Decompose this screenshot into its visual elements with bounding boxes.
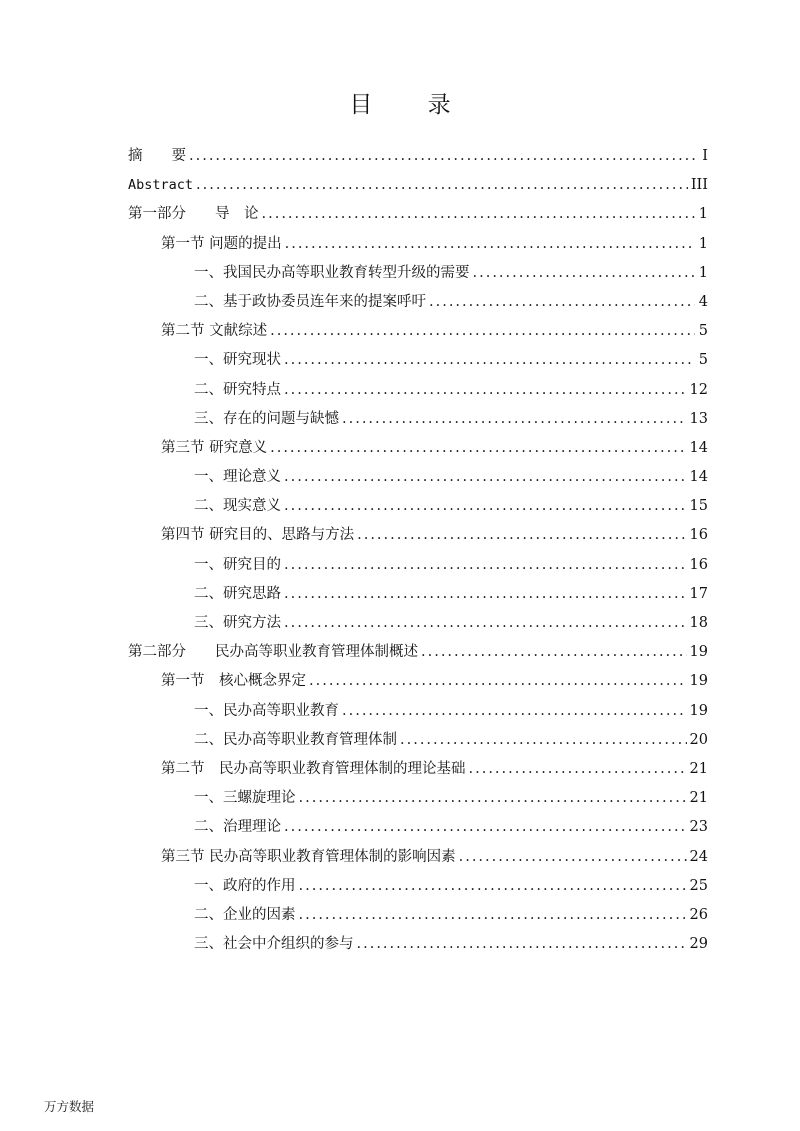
toc-entry[interactable] [128, 200, 708, 229]
toc-entry-label: 二、基于政协委员连年来的提案呼吁 [194, 293, 426, 310]
toc-entry[interactable] [128, 726, 708, 755]
toc-entry-label: 摘 要 [128, 148, 186, 164]
toc-entry-page-number: 1 [698, 264, 708, 281]
toc-entry[interactable] [128, 551, 708, 580]
toc-entry[interactable] [128, 609, 708, 638]
toc-entry[interactable] [128, 259, 708, 288]
watermark-footer: 万方数据 [44, 1099, 95, 1114]
dot-leader [284, 813, 687, 842]
toc-entry[interactable] [128, 580, 708, 609]
toc-entry-page-number: 5 [698, 352, 708, 369]
toc-entry-page-number: 20 [689, 731, 708, 748]
toc-entry-page-number: 19 [689, 673, 708, 690]
toc-entry[interactable] [128, 288, 708, 317]
dot-leader [400, 726, 687, 755]
toc-entry[interactable] [128, 346, 708, 375]
toc-entry-label: 一、理论意义 [194, 469, 281, 486]
toc-entry-label: 一、民办高等职业教育 [194, 702, 339, 719]
toc-entry-label: 第一节 问题的提出 [161, 235, 282, 252]
dot-leader [459, 843, 687, 872]
toc-entry-page-number: 16 [689, 556, 708, 573]
toc-entry[interactable] [128, 813, 708, 842]
dot-leader [473, 259, 696, 288]
dot-leader [270, 317, 695, 346]
toc-entry[interactable] [128, 171, 708, 200]
toc-entry[interactable] [128, 521, 708, 550]
toc-entry[interactable] [128, 376, 708, 405]
toc-entry-label: 一、政府的作用 [194, 877, 296, 894]
dot-leader [284, 551, 687, 580]
dot-leader [299, 784, 687, 813]
toc-entry-label: 二、治理理论 [194, 819, 281, 836]
toc-entry-label: 第二节 民办高等职业教育管理体制的理论基础 [161, 760, 466, 777]
dot-leader [299, 901, 687, 930]
toc-entry-page-number: 29 [689, 936, 708, 953]
toc-entry-page-number: III [690, 177, 708, 194]
toc-entry-page-number: 17 [689, 585, 708, 602]
toc-entry-page-number: 21 [689, 760, 708, 777]
toc-entry-label: 第二节 文献综述 [161, 323, 268, 340]
toc-entry-label: 二、现实意义 [194, 498, 281, 515]
dot-leader [357, 521, 686, 550]
toc-entry-page-number: 16 [689, 527, 708, 544]
dot-leader [270, 434, 686, 463]
dot-leader [284, 376, 687, 405]
dot-leader [342, 697, 687, 726]
table-of-contents [128, 142, 708, 959]
dot-leader [284, 346, 695, 375]
toc-entry-label: 二、民办高等职业教育管理体制 [194, 731, 397, 748]
toc-entry[interactable] [128, 142, 708, 171]
dot-leader [196, 171, 688, 200]
toc-entry-label: 一、研究现状 [194, 352, 281, 369]
toc-entry-page-number: 25 [689, 877, 708, 894]
toc-entry-page-number: 4 [698, 293, 708, 310]
dot-leader [284, 492, 687, 521]
toc-entry-label: 三、存在的问题与缺憾 [194, 410, 339, 427]
toc-entry-page-number: 21 [689, 790, 708, 807]
page-title: 目 录 [349, 92, 475, 118]
toc-entry-label: 第二部分 民办高等职业教育管理体制概述 [128, 644, 418, 661]
toc-entry-page-number: 1 [698, 235, 708, 252]
toc-entry-label: 一、三螺旋理论 [194, 790, 296, 807]
dot-leader [284, 463, 687, 492]
toc-entry-page-number: 14 [689, 439, 708, 456]
toc-entry[interactable] [128, 901, 708, 930]
toc-entry-label: 三、社会中介组织的参与 [194, 936, 354, 953]
toc-entry-page-number: 26 [689, 906, 708, 923]
dot-leader [357, 930, 687, 959]
toc-entry-label: Abstract [128, 177, 194, 194]
dot-leader [299, 872, 687, 901]
dot-leader [284, 580, 687, 609]
toc-entry-label: 第一部分 导 论 [128, 206, 259, 223]
dot-leader [309, 667, 687, 696]
toc-entry[interactable] [128, 697, 708, 726]
toc-entry-page-number: 12 [689, 381, 708, 398]
toc-entry-page-number: 24 [689, 848, 708, 865]
toc-entry-label: 第四节 研究目的、思路与方法 [161, 527, 355, 544]
toc-entry[interactable] [128, 492, 708, 521]
toc-entry-page-number: I [702, 148, 708, 164]
toc-entry-page-number: 5 [698, 323, 708, 340]
toc-entry[interactable] [128, 638, 708, 667]
toc-entry[interactable] [128, 872, 708, 901]
toc-entry-page-number: 14 [689, 469, 708, 486]
toc-entry[interactable] [128, 784, 708, 813]
toc-entry-page-number: 19 [689, 644, 708, 661]
toc-entry-page-number: 19 [689, 702, 708, 719]
toc-entry[interactable] [128, 317, 708, 346]
toc-entry-page-number: 18 [689, 615, 708, 631]
toc-entry[interactable] [128, 930, 708, 959]
toc-entry[interactable] [128, 463, 708, 492]
toc-entry-label: 一、我国民办高等职业教育转型升级的需要 [194, 264, 470, 281]
toc-entry[interactable] [128, 405, 708, 434]
toc-entry-page-number: 1 [698, 206, 708, 223]
toc-entry[interactable] [128, 434, 708, 463]
dot-leader [284, 609, 687, 638]
dot-leader [421, 638, 687, 667]
dot-leader [189, 142, 695, 171]
toc-entry[interactable] [128, 230, 708, 259]
dot-leader [262, 200, 696, 229]
toc-entry[interactable] [128, 755, 708, 784]
toc-entry-page-number: 15 [689, 498, 708, 515]
toc-entry-label: 二、研究思路 [194, 585, 281, 602]
toc-entry[interactable] [128, 843, 708, 872]
dot-leader [342, 405, 687, 434]
toc-entry-label: 第三节 民办高等职业教育管理体制的影响因素 [161, 848, 456, 865]
dot-leader [429, 288, 695, 317]
toc-entry-label: 第一节 核心概念界定 [161, 673, 306, 690]
toc-entry-page-number: 23 [689, 819, 708, 836]
toc-entry-label: 第三节 研究意义 [161, 439, 268, 456]
toc-entry[interactable] [128, 667, 708, 696]
toc-entry-label: 二、研究特点 [194, 381, 281, 398]
toc-entry-label: 三、研究方法 [194, 615, 281, 631]
toc-entry-page-number: 13 [689, 410, 708, 427]
toc-entry-label: 一、研究目的 [194, 556, 281, 573]
dot-leader [285, 230, 695, 259]
dot-leader [469, 755, 687, 784]
toc-entry-label: 二、企业的因素 [194, 906, 296, 923]
